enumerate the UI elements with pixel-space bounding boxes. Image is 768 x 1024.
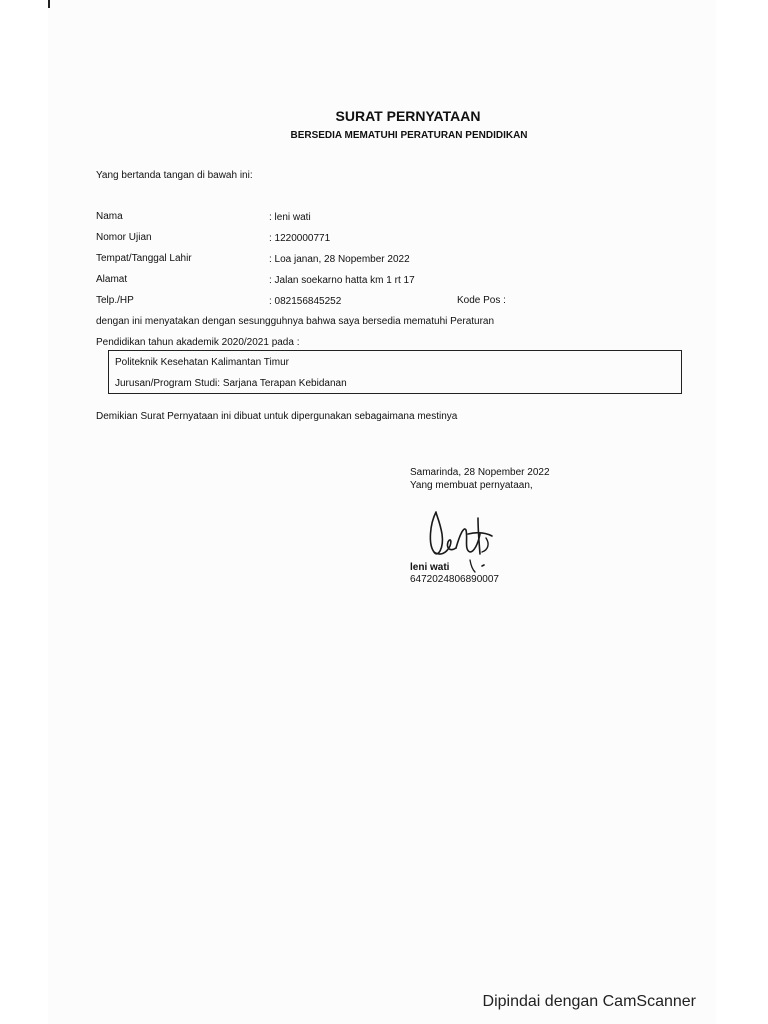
field-value-nama: : leni wati (269, 212, 311, 223)
field-label-nama: Nama (96, 211, 123, 222)
scan-edge-mark (48, 0, 50, 8)
field-label-tempat-tanggal-lahir: Tempat/Tanggal Lahir (96, 253, 192, 264)
institution-name: Politeknik Kesehatan Kalimantan Timur (115, 357, 289, 368)
postal-code-label: Kode Pos : (457, 295, 506, 306)
statement-line-1: dengan ini menyatakan dengan sesungguhnya bahwa saya bersedia mematuhi Peraturan (96, 316, 495, 327)
place-date: Samarinda, 28 Nopember 2022 (410, 467, 550, 478)
field-value-alamat: : Jalan soekarno hatta km 1 rt 17 (269, 275, 415, 286)
field-label-telp: Telp./HP (96, 295, 134, 306)
field-value-tempat-tanggal-lahir: : Loa janan, 28 Nopember 2022 (269, 254, 410, 265)
scanned-paper (48, 0, 716, 1024)
field-value-nomor-ujian: : 1220000771 (269, 233, 331, 244)
field-label-nomor-ujian: Nomor Ujian (96, 232, 152, 243)
intro-text: Yang bertanda tangan di bawah ini: (96, 170, 253, 181)
maker-label: Yang membuat pernyataan, (410, 480, 533, 491)
camscanner-watermark: Dipindai dengan CamScanner (482, 993, 696, 1010)
field-label-alamat: Alamat (96, 274, 128, 285)
statement-line-2: Pendidikan tahun akademik 2020/2021 pada : (96, 337, 300, 348)
signer-id-number: 6472024806890007 (410, 574, 499, 585)
field-value-telp: : 082156845252 (269, 296, 342, 307)
closing-statement: Demikian Surat Pernyataan ini dibuat untuk dipergunakan sebagaimana mestinya (96, 411, 458, 422)
signer-name: leni wati (410, 562, 450, 573)
institution-box (108, 350, 682, 394)
document-title: SURAT PERNYATAAN (335, 108, 481, 124)
study-program: Jurusan/Program Studi: Sarjana Terapan Kebidanan (115, 378, 347, 389)
document-subtitle: BERSEDIA MEMATUHI PERATURAN PENDIDIKAN (290, 130, 528, 141)
